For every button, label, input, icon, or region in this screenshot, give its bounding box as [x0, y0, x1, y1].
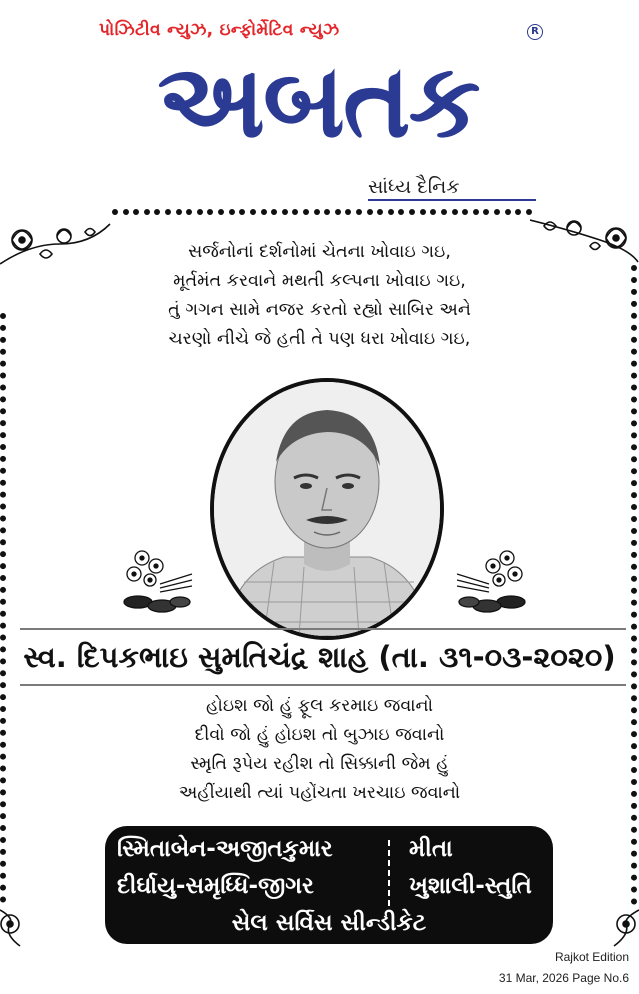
- business-name: સેલ સર્વિસ સીન્ડીકેટ: [231, 910, 427, 936]
- incense-offering-right-icon: [455, 544, 537, 616]
- incense-offering-left-icon: [112, 544, 194, 616]
- poem-top: [0, 238, 639, 354]
- corner-flower-bottom-right-icon: [606, 902, 639, 948]
- corner-flower-bottom-left-icon: [0, 900, 28, 948]
- poem-bottom-line: દીવો જો હું હોઇશ તો બુઝાઇ જવાનો: [194, 725, 445, 745]
- date-page-label: 31 Mar, 2026 Page No.6: [498, 971, 629, 985]
- family-name: ખુશાલી-સ્તુતિ: [409, 873, 532, 899]
- edition-type-label: સાંધ્ય દૈનિક: [368, 176, 460, 198]
- portrait-photo: [214, 382, 440, 636]
- poem-bottom: [0, 692, 639, 808]
- masthead-tagline: પોઝિટીવ ન્યુઝ, ઇન્ફોર્મેટિવ ન્યુઝ: [99, 20, 340, 40]
- name-divider-bottom: [20, 684, 626, 686]
- family-divider: [388, 840, 390, 906]
- family-name: સ્મિતાબેન-અજીતકુમાર: [117, 836, 333, 862]
- family-name: મીતા: [409, 836, 453, 862]
- poem-top-line: સર્જનોનાં દર્શનોમાં ચેતના ખોવાઇ ગઇ,: [188, 242, 451, 262]
- deceased-name-date: સ્વ. દિપકભાઇ સુમતિચંદ્ર શાહ (તા. ૩૧-૦૩-૨૦૨૦): [23, 640, 616, 674]
- poem-top-line: તું ગગન સામે નજર કરતો રહ્યો સાબિર અને: [168, 300, 471, 320]
- registered-trademark-icon: R: [527, 24, 543, 40]
- deceased-portrait: [210, 378, 444, 640]
- name-divider-top: [20, 628, 626, 630]
- family-names-box: [105, 826, 553, 944]
- masthead: [0, 0, 639, 205]
- top-dotted-border: [112, 206, 532, 218]
- poem-top-line: ચરણો નીચે જે હતી તે પણ ધરા ખોવાઇ ગઇ,: [168, 329, 471, 349]
- family-name: દીર્ઘાયુ-સમૃધ્ધિ-જીગર: [117, 873, 314, 899]
- right-dotted-border: [631, 265, 639, 905]
- newspaper-logo: અબતક: [157, 42, 479, 161]
- poem-bottom-line: સ્મૃતિ રૂપેય રહીશ તો સિક્કાની જેમ હું: [190, 754, 449, 774]
- edition-underline: [368, 199, 536, 201]
- poem-top-line: મૂર્તમંત કરવાને મથતી કલ્પના ખોવાઇ ગઇ,: [173, 271, 466, 291]
- left-dotted-border: [0, 313, 10, 903]
- edition-label: Rajkot Edition: [554, 950, 629, 964]
- poem-bottom-line: અહીંયાથી ત્યાં પહોંચતા ખરચાઇ જવાનો: [178, 783, 461, 803]
- poem-bottom-line: હોઇશ જો હું ફૂલ કરમાઇ જવાનો: [206, 696, 433, 716]
